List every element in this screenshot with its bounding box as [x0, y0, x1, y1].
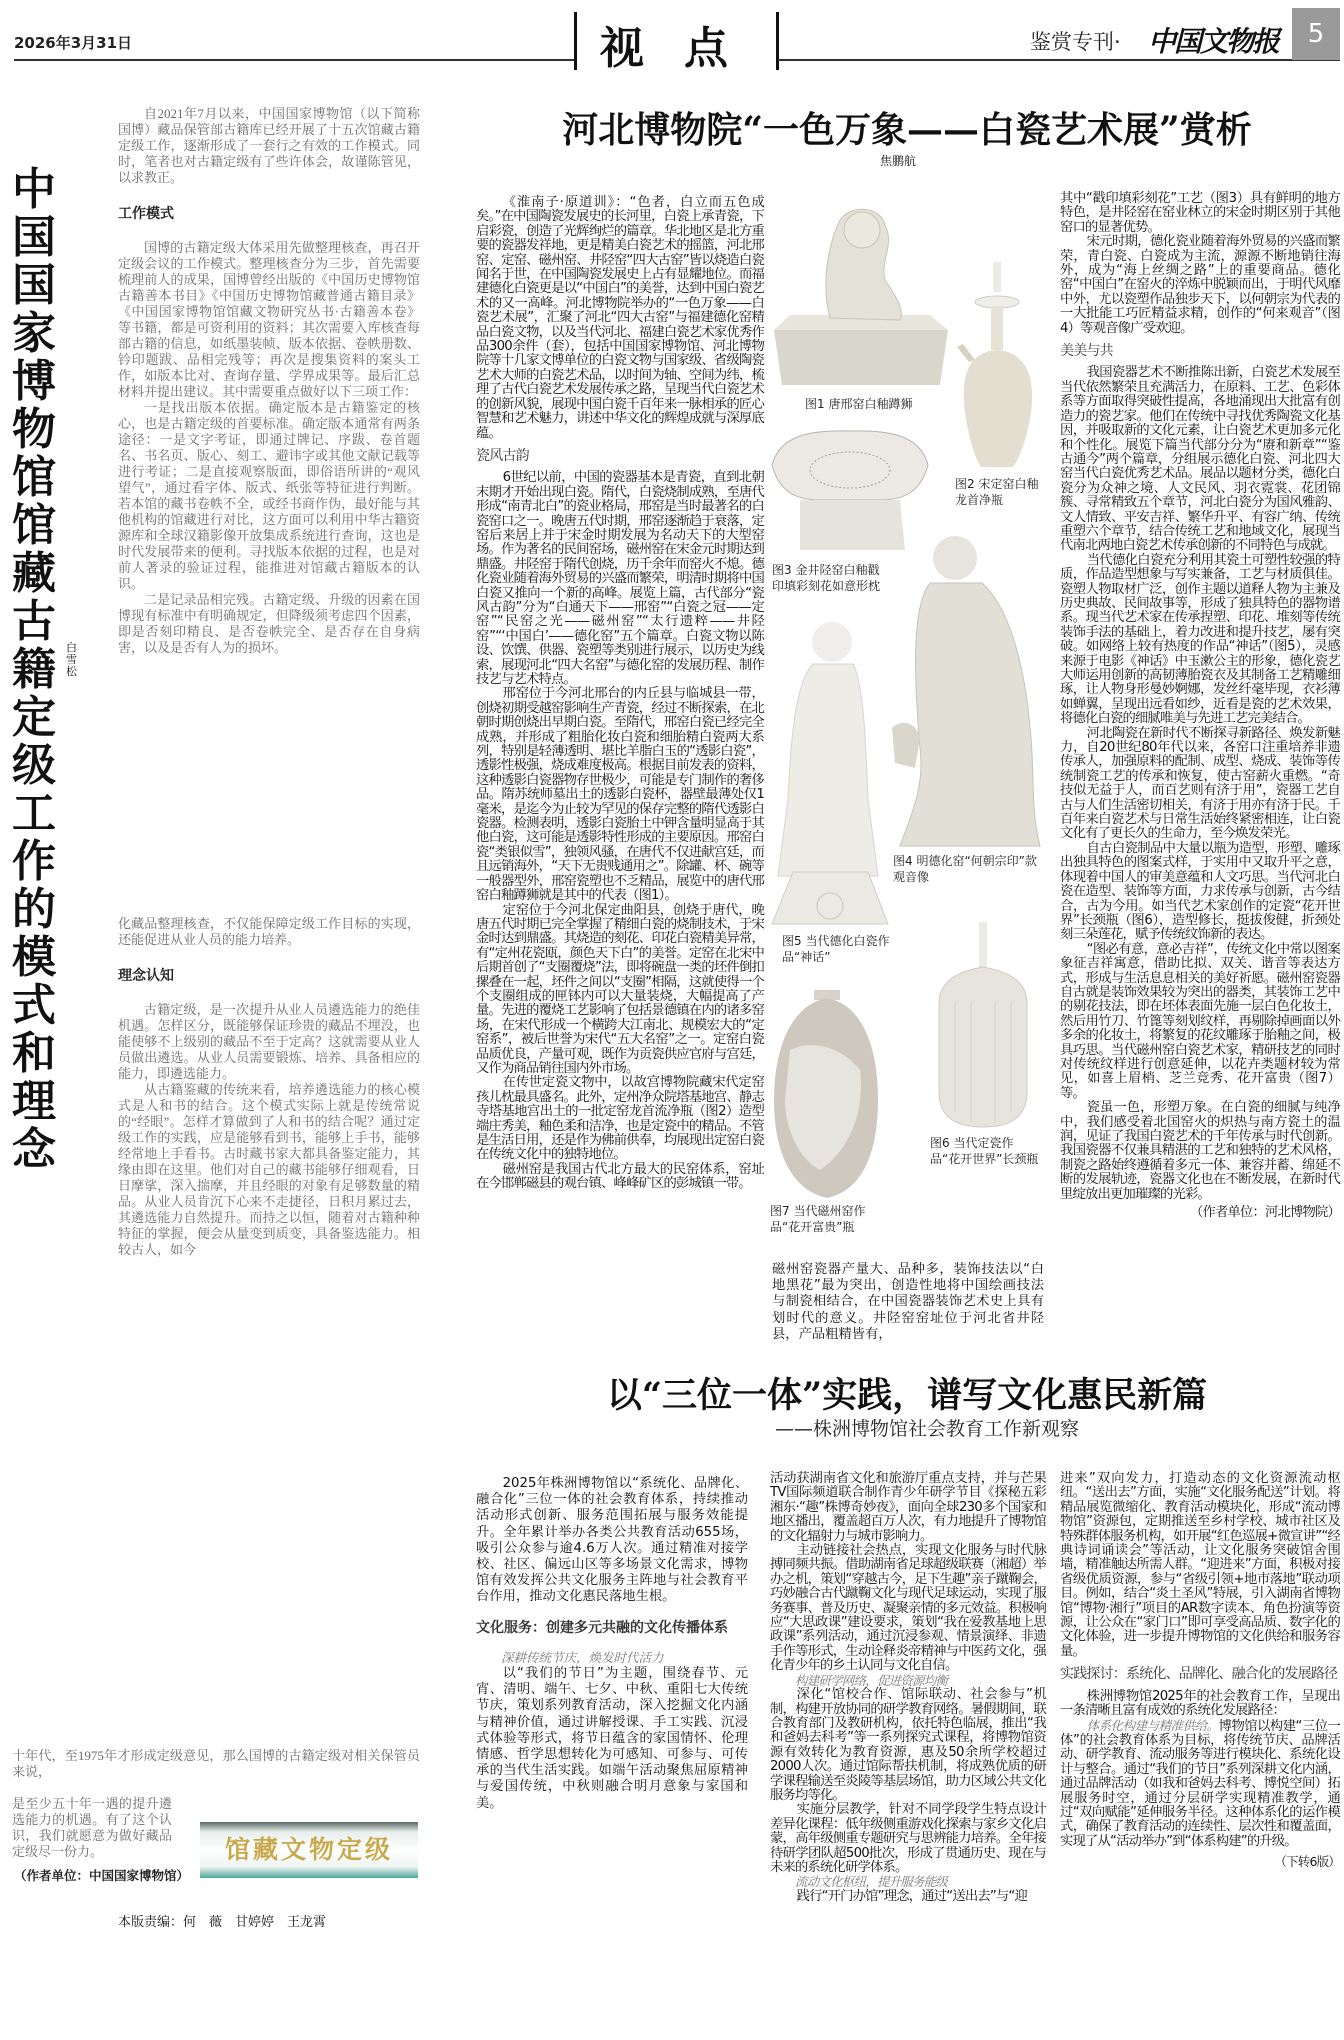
page-editors: 本版责编：何 薇 甘婷婷 王龙霄: [118, 1915, 327, 1930]
article2-column-1: [476, 1476, 748, 1996]
banner-text: 馆藏文物定级: [224, 1835, 393, 1864]
paragraph: “图必有意，意必吉祥”，传统文化中常以图案象征吉祥寓意，借助比拟、双关、谐音等表达方式，形成与生活息息相关的美好祈愿。磁州窑瓷器自古就是装饰效果较为突出的器类，其装饰工艺中的剔花技法，即在坯体表面先施一层白色化妆土，然后用竹刀、竹篦等刻划纹样，再剔除掉画面以外多余的化妆土，将繁复的花纹雕琢于胎釉之间，极具巧思。当代磁州窑白瓷艺术家，精研技艺的同时对传统纹样进行创意延伸，以花卉类题材较为常见，如喜上眉梢、芝兰竞秀、花开富贵（图7）等。: [1060, 941, 1340, 1101]
section-bar-right: [776, 12, 779, 70]
paragraph: 进来”双向发力，打造动态的文化资源流动枢纽。“送出去”方面，实施“文化服务配送”计划。将精品展览微缩化、教育活动模块化，形成“流动博物馆”资源包，定期推送至乡村学校、城市社区及特殊群体服务机构，如开展“红色巡展+微宣讲”“经典诗词诵读会”等活动，让文化服务突破馆舍围墙，精准触达所需人群。“迎进来”方面，积极对接省级优质资源，参与“省级引领+地市落地”联动项目。例如，结合“炎土圣风”特展，引入湖南省博物馆“博物·湘行”项目的AR数字读本、角色扮演等资源，让公众在“家门口”即可享受高品质、数字化的文化体验，进一步提升博物馆的文化供给和服务容量。: [1060, 1471, 1340, 1659]
paragraph: 6世纪以前，中国的瓷器基本是青瓷，直到北朝末期才开始出现白瓷。隋代，白瓷烧制成熟，至唐代形成“南青北白”的瓷业格局，邢窑是当时最著名的白瓷窑口之一。晚唐五代时期，邢窑逐渐趋于衰落，定窑后来居上并于宋金时期发展为名动天下的大型窑场。作为著名的民间窑场，磁州窑在宋金元时期达到鼎盛。井陉窑于隋代创烧，历千余年而窑火不熄。德化瓷业随着海外贸易的兴盛而繁荣，明清时期将中国白瓷又推向一个新的高峰。展览上篇，古代部分“瓷风古韵”分为“白通天下——邢窑”“白瓷之冠——定窑”“民窑之光——磁州窑”“太行遗粹——井陉窑”“‘中国白’——德化窑”五个篇章。白瓷文物以陈设、饮馔、供器、瓷塑等类别进行展示，以历史为线索，展现河北“四大名窑”与德化窑的发展历程、制作技艺与艺术特点。: [476, 470, 764, 687]
paragraph: 以“我们的节日”为主题，围绕春节、元宵、清明、端午、七夕、中秋、重阳七大传统节庆，策划系列教育活动，深入挖掘文化内涵与精神价值，通过讲解授课、手工实践、沉浸式体验等形式，将节日蕴含的家国情怀、伦理情感、哲学思想转化为可感知、可参与、可传承的当代生活实践。如端午活动聚焦屈原精神与爱国传统，中秋则融合明月意象与家国和美。: [476, 1666, 748, 1811]
kicker: 构建研学网络，促进资源均衡: [795, 1672, 948, 1688]
paragraph: 2025年株洲博物馆以“系统化、品牌化、融合化”三位一体的社会教育体系，持续推动活动形式创新、服务范围拓展与服务效能提升。全年累计举办各类公共教育活动655场，吸引公众参与逾4.6万人次。通过精准对接学校、社区、偏远山区等多场景文化需求，博物馆有效发挥公共文化服务主阵地与社会教育平台作用，推动文化惠民落地生根。: [476, 1476, 748, 1605]
figure-6-caption: 图6 当代定瓷作品“花开世界”长颈瓶: [930, 1136, 1039, 1166]
paragraph: [1060, 1719, 1340, 1850]
paragraph: 主动链接社会热点，实现文化服务与时代脉搏同频共振。借助湖南省足球超级联赛（湘超）举办之机，策划“穿越古今，足下生趣”亲子蹴鞠会，巧妙融合古代蹴鞠文化与现代足球运动，实现了服务赛事、普及历史、凝聚亲情的多元效益。积极响应“大思政课”建设要求，策划“我在爱教基地上思政课”系列活动，通过沉浸参观、情景演绎、非遗手作等形式，生动诠释炎帝精神与中医药文化，强化青少年的乡土认同与文化自信。: [770, 1543, 1046, 1674]
left-article-column-a: [118, 106, 420, 1306]
article2-column-3: [1060, 1472, 1340, 2036]
paragraph: 自2021年7月以来，中国国家博物馆（以下简称国博）藏品保管部古籍库已经开展了十五次馆藏古籍定级工作，逐渐形成了一套行之有效的工作模式。同时，笔者也对古籍定级有了些许体会，故谨陈管见，以求教正。: [118, 106, 420, 185]
figure-2-vase-image: [955, 262, 1041, 472]
paragraph: 宋元时期，德化瓷业随着海外贸易的兴盛而繁荣，青白瓷、白瓷成为主流，源源不断地销往海外，成为“海上丝绸之路”上的重要商品。德化窑“中国白”在窑火的淬炼中脱颖而出，于明代风靡中外，尤以瓷塑作品独步天下，以何朝宗为代表的一大批能工巧匠精益求精，创作的“何来观音”（图4）等观音像广受欢迎。: [1060, 234, 1340, 336]
left-article-author-unit: （作者单位：中国国家博物馆）: [14, 1868, 190, 1883]
paragraph: 活动获湖南省文化和旅游厅重点支持，并与芒果TV国际频道联合制作青少年研学节目《探秘五彩湘东·“趣”株博奇妙夜》，面向全球230多个国家和地区播出，覆盖超百万人次，有力地提升了博物馆的文化辐射力与城市影响力。: [770, 1471, 1046, 1544]
figure-2-caption: 图2 宋定窑白釉龙首净瓶: [955, 477, 1039, 507]
subheading: 工作模式: [118, 206, 174, 222]
figure-1-lion-image: [770, 200, 952, 390]
paragraph: 古籍定级，是一次提升从业人员遴选能力的绝佳机遇。怎样区分，既能够保证珍贵的藏品不埋没，也能使够不上级别的藏品不至于定高？这就需要从业人员做出遴选。从业人员需要锻炼、培养、具备相应的能力，即遴选能力。: [118, 1002, 420, 1081]
page-number: 5: [1292, 8, 1340, 60]
newspaper-logo: 中国文物报: [1148, 25, 1279, 58]
paragraph: 磁州窑瓷器产量大、品种多，装饰技法以“白地黑花”最为突出，创造性地将中国绘画技法与制瓷相结合，在中国瓷器装饰艺术史上具有划时代的意义。井陉窑窑址位于河北省井陉县，产品粗精皆有，: [772, 1262, 1044, 1342]
figure-1-caption: 图1 唐邢窑白釉蹲狮: [805, 397, 913, 411]
paragraph: 自古白瓷制品中大量以瓶为造型，形塑、雕琢出独具特色的图案式样，于实用中又取升平之意，体现着中国人的审美意蕴和人文巧思。当代河北白瓷在造型、装饰等方面，力求传承与创新，古今结合，古为今用。如当代艺术家创作的定瓷“花开世界”长颈瓶（图6），造型修长，挺拔俊健，折颈处刻三朵莲花，赋予传统纹饰新的表达。: [1060, 840, 1340, 943]
paragraph: 瓷虽一色，形塑万象。在白瓷的细腻与纯净中，我们感受着北国窑火的炽热与南方瓷土的温润，见证了我国白瓷艺术的千年传承与时代创新。我国瓷器不仅兼具精湛的工艺和独特的艺术风格，制瓷之路始终遵循着多元一体、兼容并蓄、绵延不断的发展轨迹，瓷器文化也在不断发展，在新时代里绽放出更加璀璨的光彩。: [1060, 1100, 1340, 1202]
kicker: 流动文化枢纽，提升服务能级: [795, 1874, 948, 1890]
kicker: 深耕传统节庆，焕发时代活力: [501, 1649, 664, 1665]
left-article-column-c: [12, 1796, 172, 1864]
article1-column-3: [1060, 192, 1340, 1364]
section-bar-left: [574, 12, 577, 70]
paragraph: 磁州窑是我国古代北方最大的民窑体系，窑址在今邯郸磁县的观台镇、峰峰矿区的彭城镇一带。: [476, 1161, 764, 1192]
supplement-name: 鉴赏专刊·: [1030, 30, 1121, 54]
subheading: 瓷风古韵: [476, 447, 529, 464]
paragraph: 化藏品整理核查，不仅能保障定级工作目标的实现，还能促进从业人员的能力培养。: [118, 916, 420, 947]
paragraph: 一是找出版本依据。确定版本是古籍鉴定的核心，也是古籍定级的首要标准。确定版本通常有两条途径：一是文字考证，即通过牌记、序跋、卷首题名、书名页、版心、刻工、避讳字或其他文献记载等进行考证；二是直接观察版面，即俗语所讲的“观风望气”，通过看字体、版式、纸张等特征进行判断。若本馆的藏书卷帙不全，或经书商作伪，最好能与其他机构的馆藏进行对比，这方面可以利用中华古籍资源库和全球汉籍影像开放集成系统进行查询，这也是时代发展带来的便利。寻找版本依据的过程，也是对前人著录的验证过程，能推进对馆藏古籍版本的认识。: [118, 400, 420, 591]
paragraph: 国博的古籍定级大体采用先做整理核查，再召开定级会议的工作模式。整理核查分为三步，首先需要梳理前人的成果，国博曾经出版的《中国历史博物馆古籍善本书目》《中国历史博物馆藏普通古籍目录》《中国国家博物馆馆藏文物研究丛书·古籍善本卷》等书籍，都是可资利用的资料；其次需要入库核查每部古籍的信息，如纸墨装帧、版本依据、卷帙册数、钤印题跋、品相完残等；再次是搜集资料的案头工作，如版本比对、查询存量、学界成果等。最后汇总材料并提出建议。其中需要重点做好以下三项工作：: [118, 240, 420, 399]
left-article-column-b: [12, 1308, 420, 1790]
paragraph: 实施分层教学，针对不同学段学生特点设计差异化课程：低年级侧重游戏化探索与家乡文化启蒙，高年级侧重专题研究与思辨能力培养。全年接待研学团队超500批次，形成了贯通历史、现在与未来的系统化研学体系。: [770, 1802, 1046, 1875]
left-article-title: 中国国家博物馆馆藏古籍定级工作的模式和理念: [12, 164, 56, 1175]
paragraph: 我国瓷器艺术不断推陈出新，白瓷艺术发展至当代依然繁荣且充满活力，在原料、工艺、色彩体系等方面取得突破性提高，各地涌现出大批富有创造力的瓷艺家。他们在传统中寻找优秀陶瓷文化基因，并吸取新的文化元素，让白瓷艺术更加多元化和个性化。展览下篇当代部分分为“赓和新章”“鉴古通今”两个篇章，分组展示德化白瓷、河北四大窑当代白瓷优秀艺术品。展品以题材分类，德化白瓷分为众神之境、人文民风、羽衣霓裳、花团锦簇、寻常精致五个章节，河北白瓷分为国风雅韵、文人情致、平安吉祥、繁华升平、有容广纳、传统重塑六个章节，结合传统工艺和地域文化，展现当代南北两地白瓷艺术传承创新的不同特色与成就。: [1060, 365, 1340, 554]
article1-author-unit: （作者单位：河北博物院）: [1190, 1205, 1340, 1221]
article2-title: 以“三位一体”实践，谱写文化惠民新篇: [606, 1375, 1208, 1416]
figure-4-caption: 图4 明德化窑“何朝宗印”款观音像: [893, 854, 1037, 884]
figure-7-caption: 图7 当代磁州窑作品“花开富贵”瓶: [770, 1204, 866, 1234]
left-article-byline: 白雪松: [66, 641, 77, 678]
article1-author: 焦鹏航: [880, 154, 917, 168]
article1-column-1: [476, 196, 764, 1364]
article2-subtitle: ——株洲博物馆社会教育工作新观察: [774, 1418, 1079, 1440]
paragraph: 当代德化白瓷充分利用其瓷土可塑性较强的特质，作品造型想象与写实兼备，工艺与材质俱佳。瓷塑人物取材广泛，创作主题以道释人物为主兼及历史典故、民间故事等，形成了独具特色的器物谱系。现当代艺术家在传承捏塑、印花、堆刻等传统装饰手法的基础上，着力改进和提升技艺，屡有突破。如网络上较有热度的作品“神话”（图5），灵感来源于电影《神话》中玉漱公主的形象，德化瓷艺大师运用创新的高韧薄胎瓷衣及其制备工艺精雕细琢，让人物身形曼妙婀娜，发丝纤毫毕现，衣衫薄如蝉翼，呈现出远看如纱，近看是瓷的艺术效果，将德化白瓷的细腻唯美与先进工艺完美结合。: [1060, 552, 1340, 727]
paragraph: 株洲博物馆2025年的社会教育工作，呈现出一条清晰且富有成效的系统化发展路径：: [1060, 1688, 1340, 1719]
paragraph: 《淮南子·原道训》：“色者，白立而五色成矣。”在中国陶瓷发展史的长河里，白瓷上承青瓷，下启彩瓷，创造了光辉绚烂的篇章。华北地区是北方重要的瓷器发祥地，更是精美白瓷艺术的摇篮，河北邢窑、定窑、磁州窑、井陉窑“四大古窑”皆以烧造白瓷闻名于世，在中国陶瓷发展史上占有显耀地位。而福建德化白瓷更是以“中国白”的美誉，达到中国白瓷艺术的又一高峰。河北博物院举办的“一色万象——白瓷艺术展”，汇聚了河北“四大古窑”与福建德化窑精品白瓷文物，以及当代河北、福建白瓷艺术家优秀作品300余件（套），包括中国国家博物馆、河北博物院等十几家文博单位的白瓷文物与国家级、省级陶瓷艺术大师的白瓷艺术品，以时间为轴、空间为纬，梳理了古代白瓷艺术发展传承之路，呈现当代白瓷艺术的创新风貌，展现中国白瓷千百年来一脉相承的匠心智慧和艺术魅力，讲述中华文化的辉煌成就与深厚底蕴。: [476, 195, 764, 441]
paragraph: 定窑位于今河北保定曲阳县，创烧于唐代，晚唐五代时期已完全掌握了精细白瓷的烧制技术，于宋金时达到鼎盛。其烧造的刻花、印花白瓷精美异常，有“定州花瓷瓯，颜色天下白”的美誉。定窑在北宋中后期首创了“支圈覆烧”法，即将碗盘一类的坯件倒扣摞叠在一起，坯件之间以“支圈”相隔，这就使得一个个支圈组成的匣钵内可以大量装烧，大幅提高了产量。先进的覆烧工艺影响了包括景德镇在内的诸多窑场，在宋代形成一个横跨大江南北、规模宏大的“定窑系”，被后世誉为宋代“五大名窑”之一。定窑白瓷品质优良，产量可观，既作为贡瓷供应官府与宫廷，又作为商品销往国内外市场。: [476, 902, 764, 1076]
paragraph: 从古籍鉴藏的传统来看，培养遴选能力的核心模式是人和书的结合。这个模式实际上就是传统常说的“经眼”。怎样才算做到了人和书的结合呢？通过定级工作的实践，应是能够看到书，能够上手书，能够经常地上手看书。古时藏书家大都具备鉴定能力，其缘由即在这里。他们对自己的藏书能够仔细观看，日日摩挲，深入揣摩，并且经眼的对象有足够数量的精品。从业人员肯沉下心来不走捷径，日积月累过去，其遴选能力自然提升。而持之以恒，随着对古籍种种特征的掌握，便会从量变到质变，具备鉴选能力。相较古人，如今: [118, 1082, 420, 1257]
kicker: 体系化构建与精准供给。: [1086, 1717, 1219, 1733]
column-banner-image: [200, 1822, 418, 1878]
paragraph: 十年代，至1975年才形成定级意见，那么国博的古籍定级对相关保管员来说，: [12, 1748, 420, 1779]
subheading: 理念认知: [118, 968, 174, 984]
paragraph: 在传世定瓷文物中，以故宫博物院藏宋代定窑孩儿枕最具盛名。此外，定州净众院塔基地宫、静志寺塔基地宫出土的一批定窑龙首流净瓶（图2）造型端庄秀美，釉色柔和洁净，也是定瓷中的精品。不管是生活日用，还是作为佛前供奉，均展现出定窑白瓷在传统文化中的独特地位。: [476, 1075, 764, 1163]
paragraph: 是至少五十年一遇的提升遴选能力的机遇。有了这个认识，我们就愿意为做好藏品定级尽一份力。: [12, 1796, 172, 1859]
article2-column-2: [770, 1472, 1046, 2036]
paragraph: 践行“开门办馆”理念，通过“送出去”与“迎: [796, 1888, 1027, 1904]
section-title: 视点: [600, 23, 768, 74]
paragraph-text: 博物馆以构建“三位一体”的社会教育体系为目标，将传统节庆、品牌活动、研学教育、流动服务等进行模块化、系统化设计与整合。通过“我们的节日”系列深耕文化内涵，通过品牌活动（如我和爸妈去科考、博悦空间）拓展服务时空，通过分层研学实现精准教学，通过“双向赋能”延伸服务半径。这种体系化的运作模式，确保了教育活动的连续性、层次性和覆盖面，实现了从“活动举办”到“体系构建”的升级。: [1060, 1718, 1340, 1849]
paragraph: 邢窑位于今河北邢台的内丘县与临城县一带，创烧初期受越窑影响生产青瓷，经过不断探索，在北朝时期创烧出早期白瓷。至隋代，邢窑白瓷已经完全成熟，并形成了粗胎化妆白瓷和细胎精白瓷两大系列，特别是轻薄透明、堪比羊脂白玉的“透影白瓷”，透影性极强，烧成难度极高。根据目前发表的资料，这种透影白瓷器物存世极少，可能是专门制作的奢侈品。隋苏统师墓出土的透影白瓷杯，器壁最薄处仅1毫米，是迄今为止较为罕见的保存完整的隋代透影白瓷器。检测表明，透影白瓷胎土中钾含量明显高于其他白瓷，这可能是透影特性形成的主要原因。邢窑白瓷“类银似雪”，独领风骚，在唐代不仅进献宫廷，而且远销海外，“天下无贵贱通用之”。除罐、杯、碗等一般器型外，邢窑瓷塑也不乏精品，展览中的唐代邢窑白釉蹲狮就是其中的代表（图1）。: [476, 686, 764, 904]
figure-6-vase-image: [935, 922, 1031, 1128]
subheading: 美美与共: [1060, 343, 1113, 360]
figure-7-vase-image: [770, 990, 882, 1202]
article1-column-2: [772, 1262, 1044, 1342]
subheading: 文化服务：创建多元共融的文化传播体系: [476, 1619, 728, 1636]
figure-5-caption: 图5 当代德化白瓷作品“神话”: [782, 934, 890, 964]
paragraph: 其中“戳印填彩刻花”工艺（图3）具有鲜明的地方特色，是井陉窑在窑业林立的宋金时期区别于其他窑口的显著优势。: [1060, 191, 1340, 235]
paragraph: 深化“馆校合作、馆际联动、社会参与”机制，构建开放协同的研学教育网络。暑假期间，联合教育部门及教研机构，依托特色临展，推出“我和爸妈去科考”等一系列探究式课程，将博物馆资源有效转化为教育资源，惠及50余所学校超过2000人次。通过馆际帮扶机制，将成熟优质的研学课程输送至炎陵等基层场馆，助力区域公共文化服务均等化。: [770, 1687, 1046, 1803]
issue-date: 2026年3月31日: [14, 34, 133, 52]
continued-note: （下转6版）: [1274, 1854, 1340, 1870]
paragraph: 二是记录品相完残。古籍定级、升级的因素在国博现有标准中有明确规定，但降级须考虑四个因素，即是否刻印精良、是否卷帙完全、是否存在自身病害，以及是否有人为的损坏。: [118, 592, 420, 655]
figure-4-guanyin-image: [892, 528, 1042, 848]
figure-5-shenhua-image: [770, 614, 890, 926]
paragraph: 河北陶瓷在新时代不断探寻新路径、焕发新魅力，自20世纪80年代以来，各窑口注重培养非遗传承人，加强原料的配制、成型、烧成、装饰等传统制瓷工艺的传承和恢复，使古窑薪火重燃。“奇技似无益于人，而百艺则有济于用”，瓷器工艺自古与人们生活密切相关，有济于用亦有济于民。千百年来白瓷艺术与日常生活始终紧密相连，让白瓷文化有了更长久的生命力，至今焕发荣光。: [1060, 725, 1340, 842]
subheading: 实践探讨：系统化、品牌化、融合化的发展路径: [1060, 1666, 1338, 1683]
article1-title: 河北博物院“一色万象——白瓷艺术展”赏析: [562, 109, 1252, 151]
header-rule-left: [14, 59, 574, 61]
figure-3-caption: 图3 金井陉窑白釉戳印填彩刻花如意形枕: [772, 563, 881, 593]
